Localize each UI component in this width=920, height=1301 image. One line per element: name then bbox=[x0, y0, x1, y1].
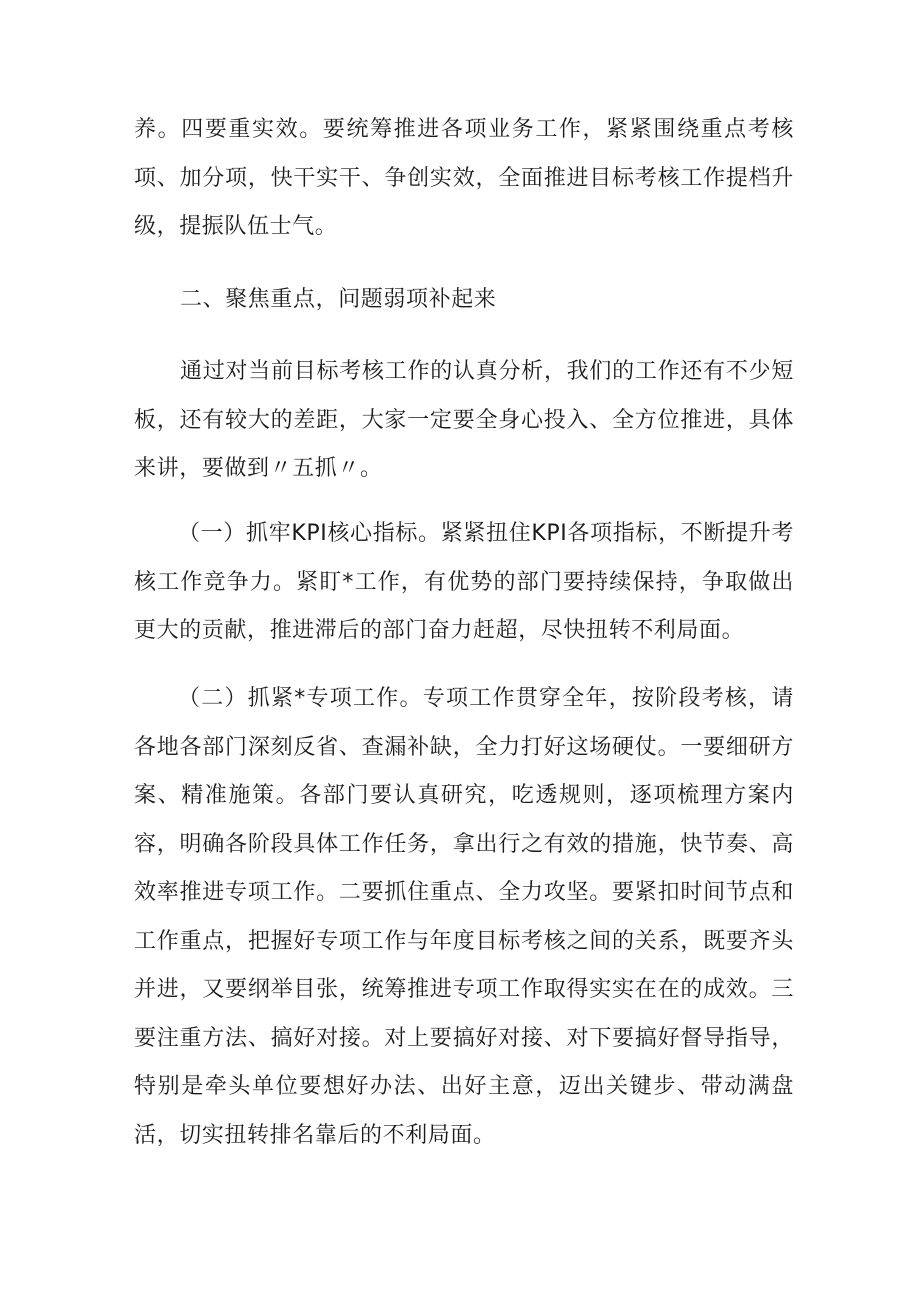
paragraph-item-two: （二）抓紧*专项工作。专项工作贯穿全年，按阶段考核，请各地各部门深刻反省、查漏补缺，全力打好这场硬仗。一要细研方案、精准施策。各部门要认真研究，吃透规则，逐项梳理方案内容，明确各阶段具体工作任务，拿出行之有效的措施，快节奏、高效率推进专项工作。二要抓住重点、全力攻坚。要紧扣时间节点和工作重点，把握好专项工作与年度目标考核之间的关系，既要齐头并进，又要纲举目张，统筹推进专项工作取得实实在在的成效。三要注重方法、搞好对接。对上要搞好对接、对下要搞好督导指导，特别是牵头单位要想好办法、出好主意，迈出关键步、带动满盘活，切实扭转排名靠后的不利局面。 bbox=[134, 686, 794, 1148]
paragraph-continuation: 养。四要重实效。要统筹推进各项业务工作，紧紧围绕重点考核项、加分项，快干实干、争创实效，全面推进目标考核工作提档升级，提振队伍士气。 bbox=[134, 117, 794, 239]
paragraph-item-one: （一）抓牢KPI核心指标。紧紧扭住KPI各项指标，不断提升考核工作竞争力。紧盯*工作，有优势的部门要持续保持，争取做出更大的贡献，推进滞后的部门奋力赶超，尽快扭转不利局面。 bbox=[134, 521, 794, 643]
paragraph-intro: 通过对当前目标考核工作的认真分析，我们的工作还有不少短板，还有较大的差距，大家一定要全身心投入、全方位推进，具体来讲，要做到〃五抓〃。 bbox=[134, 359, 794, 481]
section-heading: 二、聚焦重点，问题弱项补起来 bbox=[180, 287, 497, 312]
